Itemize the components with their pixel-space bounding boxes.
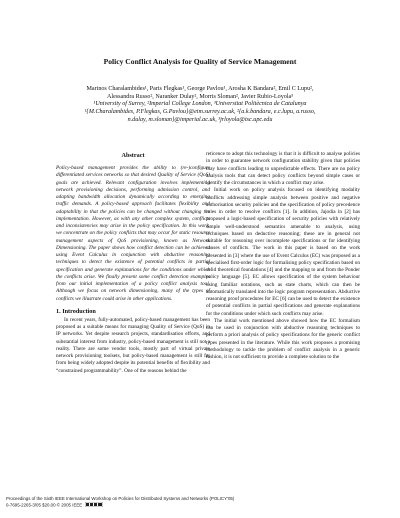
- abstract-text: Policy-based management provides the ability to (re-)configure differentiated services networks so that desired Quality of Service (QoS) goals are achieved. Relevant configuration involves implementing network provisioning decisions, performing admission control, and adapting bandwidth allocation dynamically according to emerging traffic demands. A policy-based approach facilitates flexibility and adaptability in that the policies can be changed without changing the implementation. However, as with any other complex system, conflicts and inconsistencies may arise in the policy specification. In this work, we concentrate on the policy conflicts that may occur for static resource management aspects of QoS provisioning, known as Network Dimensioning. The paper shows how conflict detection can be achieved using Event Calculus in conjunction with abductive reasoning techniques to detect the existence of potential conflicts in partial specification and generate explanations for the conditions under which the conflicts arise. We finally present some conflict detection examples from our initial implementation of a policy conflict analysis tool. Although we focus on network dimensioning, many of the types of conflicts we illustrate could arise in other applications.: [56, 165, 210, 302]
- right-column: [206, 151, 360, 361]
- paper-title: Policy Conflict Analysis for Quality of Service Management: [103, 57, 297, 66]
- footer-copyright-row: [6, 502, 394, 509]
- body-paragraph: The initial work mentioned above showed how the EC formalism can be used in conjunction with abductive reasoning techniques to perform a priori analysis of policy specifications for the generic conflict types presented in the literature. While this work proposes a promising methodology to tackle the problem of conflict analysis in a generic fashion, it is not sufficient to provide a complete solution to the: [206, 317, 360, 360]
- page-footer: [6, 496, 394, 509]
- author-line: Alessandra Russo², Naranker Dulay², Morris Sloman², Javier Rubio-Loyola³: [106, 93, 294, 100]
- intro-paragraph: In recent years, fully-automated, policy-based management has been proposed as a suitable means for managing Quality of Service (QoS) in IP networks. Yet despite research projects, standardisation efforts, and substantial interest from industry, policy-based management is still not a reality. There are some vendor tools, mostly part of virtual private network provisioning toolsets, but policy-based management is still far from being widely adopted despite its potential benefits of flexibility and “constrained programmability”. One of the reasons behind the: [56, 316, 210, 374]
- left-column: [56, 152, 210, 375]
- body-paragraph: Initial work on policy analysis focused on identifying modality conflicts addressing simple analysis between positive and negative authorisation security policies and the specification of policy precedence rules in order to resolve conflicts [1]. In addition, Jajodia in [2] has proposed a logic-based specification of security policies with relatively simple well-understood semantics amenable to analysis, using techniques based on deductive reasoning; these are in general not suitable for reasoning over incomplete specifications or for identifying causes of conflicts. The work in this paper is based on the work presented in [3] where the use of Event Calculus (EC) was proposed as a specialised first-order logic for formalising policy specification based on solid theoretical foundations [4] and the mapping to and from the Ponder policy language [5]. EC allows specification of the system behaviour using familiar notations, such as state charts, which can then be automatically translated into the logic program representation. Abductive reasoning proof procedures for EC [6] can be used to detect the existence of potential conflicts in partial specifications and generate explanations for the conditions under which such conflicts may arise.: [206, 187, 360, 317]
- abstract-heading: Abstract: [121, 152, 145, 159]
- affiliation-line: ¹University of Surrey, ²Imperial College London, ³Universitat Politècnica de Catalunya: [93, 101, 307, 108]
- author-line: Marinos Charalambides¹, Paris Flegkas¹, George Pavlou¹, Arosha K Bandara², Emil C Lupu²,: [86, 86, 314, 92]
- introduction-heading: 1. Introduction: [56, 307, 96, 315]
- email-line: n.dulay, m.sloman}@imperial.ac.uk, ³jrloyola@tsc.upc.edu: [127, 116, 273, 123]
- footer-proceedings: Proceedings of the Sixth IEEE International Workshop on Policies for Distributed Systems and Networks (POLICY’05): [6, 496, 235, 501]
- email-line: ¹{M.Charalambides, P.Flegkas, G.Pavlou}@eim.surrey.ac.uk, ²{a.k.bandara, e.c.lupu, a.russo,: [84, 109, 316, 116]
- footer-copyright: 0-7695-2265-3/05 $20.00 © 2005 IEEE: [6, 502, 83, 508]
- ieee-computer-society-logo-icon: [85, 502, 103, 509]
- body-paragraph: reticence to adopt this technology is that it is difficult to analyse policies in order to guarantee network configuration stability given that policies may have conflicts leading to unpredictable effects. There are no policy analysis tools that can detect policy conflicts beyond simple cases or identify the circumstances in which a conflict may arise.: [206, 151, 360, 186]
- author-block: [20, 86, 380, 125]
